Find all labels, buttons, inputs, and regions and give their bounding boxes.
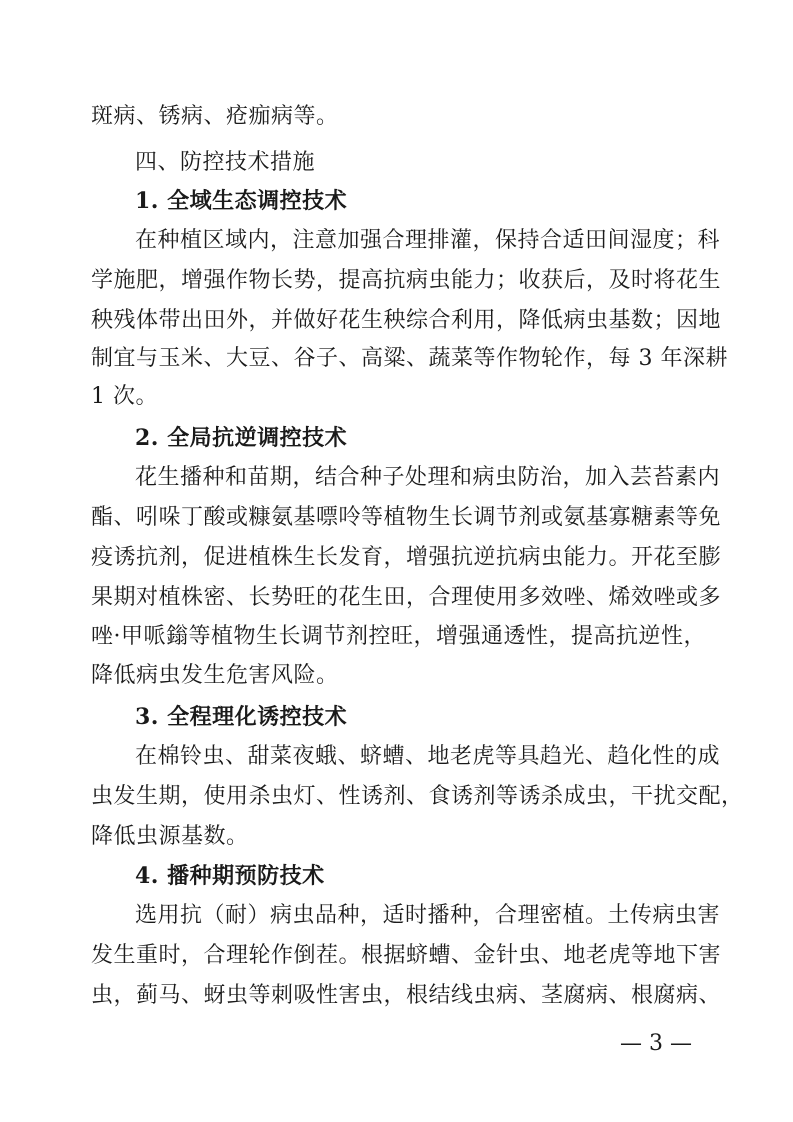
body-line: 花生播种和苗期，结合种子处理和病虫防治，加入芸苔素内 xyxy=(135,465,721,490)
body-line: 疫诱抗剂，促进植株生长发育，增强抗逆抗病虫能力。开花至膨 xyxy=(91,545,722,570)
body-line: 在种植区域内，注意加强合理排灌，保持合适田间湿度；科 xyxy=(135,228,721,253)
subsection-heading: 2. 全局抗逆调控技术 xyxy=(135,425,348,451)
body-line: 学施肥，增强作物长势，提高抗病虫能力；收获后，及时将花生 xyxy=(91,268,722,293)
body-line: 1 次。 xyxy=(91,384,158,409)
body-line: 唑·甲哌鎓等植物生长调节剂控旺，增强通透性，提高抗逆性， xyxy=(91,624,706,649)
body-line: 降低病虫发生危害风险。 xyxy=(91,663,339,688)
subsection-heading: 4. 播种期预防技术 xyxy=(135,863,325,889)
body-line: 秧残体带出田外，并做好花生秧综合利用，降低病虫基数；因地 xyxy=(91,308,722,333)
section-heading: 四、防控技术措施 xyxy=(135,150,316,175)
body-line: 虫发生期，使用杀虫灯、性诱剂、食诱剂等诱杀成虫，干扰交配， xyxy=(91,784,744,809)
body-line: 降低虫源基数。 xyxy=(91,824,249,849)
body-line: 酯、吲哚丁酸或糠氨基嘌呤等植物生长调节剂或氨基寡糖素等免 xyxy=(91,505,722,530)
body-line: 斑病、锈病、疮痂病等。 xyxy=(91,104,339,129)
subsection-heading: 3. 全程理化诱控技术 xyxy=(135,704,348,730)
body-line: 果期对植株密、长势旺的花生田，合理使用多效唑、烯效唑或多 xyxy=(91,585,722,610)
body-line: 在棉铃虫、甜菜夜蛾、蛴螬、地老虎等具趋光、趋化性的成 xyxy=(135,744,721,769)
body-line: 选用抗（耐）病虫品种，适时播种，合理密植。土传病虫害 xyxy=(135,903,721,928)
subsection-heading: 1. 全域生态调控技术 xyxy=(135,188,348,214)
body-line: 虫，蓟马、蚜虫等刺吸性害虫，根结线虫病、茎腐病、根腐病、 xyxy=(91,983,722,1008)
body-line: 制宜与玉米、大豆、谷子、高粱、蔬菜等作物轮作，每 3 年深耕 xyxy=(91,346,728,371)
page-number: — 3 — xyxy=(620,1031,692,1056)
body-line: 发生重时，合理轮作倒茬。根据蛴螬、金针虫、地老虎等地下害 xyxy=(91,943,722,968)
